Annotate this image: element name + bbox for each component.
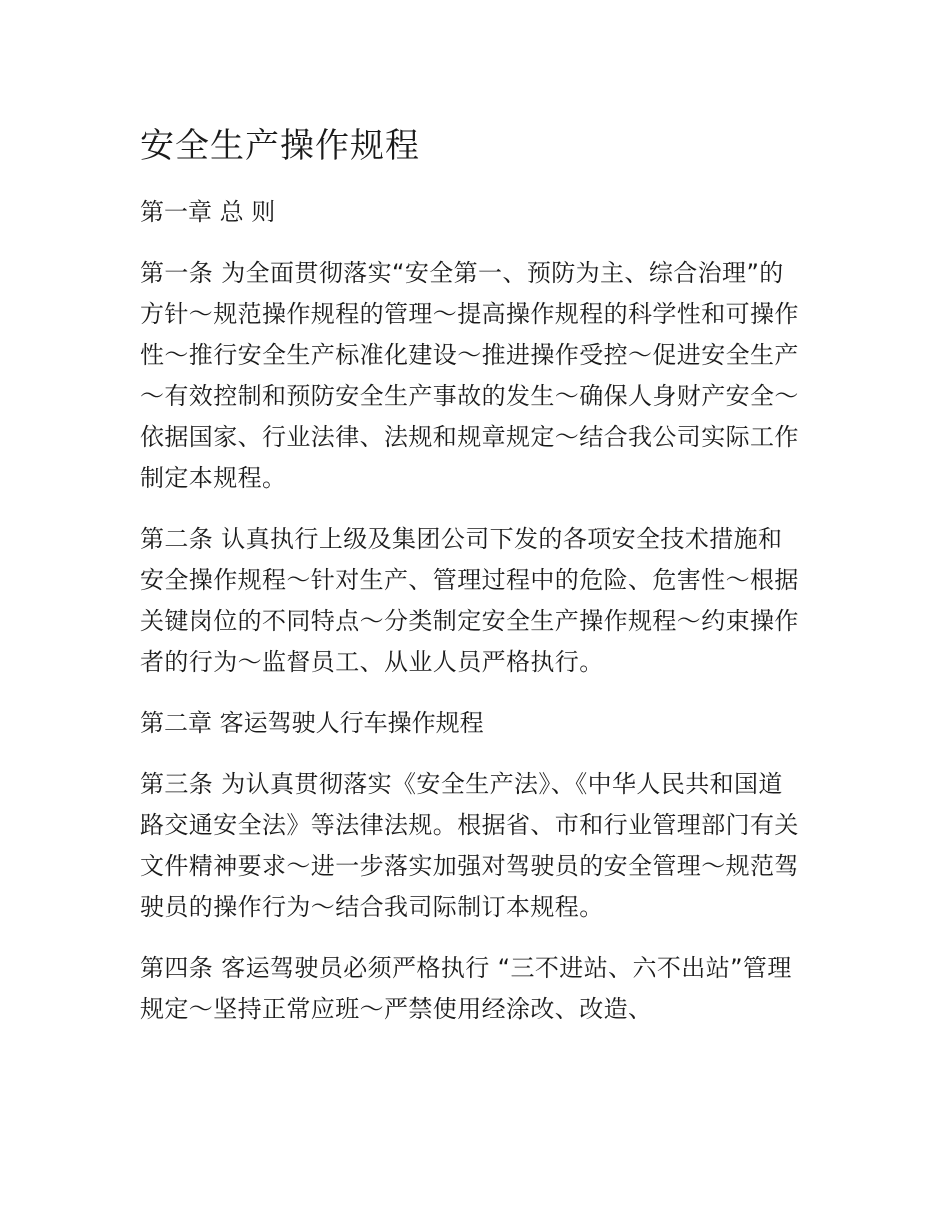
- article-2: 第二条 认真执行上级及集团公司下发的各项安全技术措施和安全操作规程～针对生产、管理过程中的危险、危害性～根据关键岗位的不同特点～分类制定安全生产操作规程～约束操作者的行为～监督员工、从业人员严格执行。: [140, 525, 799, 676]
- chapter-heading-driver-rules: 第二章 客运驾驶人行车操作规程: [140, 709, 484, 737]
- article-4: 第四条 客运驾驶员必须严格执行 “三不进站、六不出站”管理规定～坚持正常应班～严禁使用经涂改、改造、: [140, 954, 792, 1023]
- chapter-heading-general: 第一章 总 则: [140, 198, 276, 226]
- article-3: 第三条 为认真贯彻落实《安全生产法》、《中华人民共和国道路交通安全法》等法律法规。根据省、市和行业管理部门有关文件精神要求～进一步落实加强对驾驶员的安全管理～规范驾驶员的操作行为～结合我司际制订本规程。: [140, 770, 799, 921]
- document-title: 安全生产操作规程: [140, 126, 420, 166]
- document-page: [140, 120, 805, 1030]
- article-1: 第一条 为全面贯彻落实“安全第一、预防为主、综合治理”的方针～规范操作规程的管理～提高操作规程的科学性和可操作性～推行安全生产标准化建设～推进操作受控～促进安全生产～有效控制和预防安全生产事故的发生～确保人身财产安全～依据国家、行业法律、法规和规章规定～结合我公司实际工作制定本规程。: [140, 259, 799, 492]
